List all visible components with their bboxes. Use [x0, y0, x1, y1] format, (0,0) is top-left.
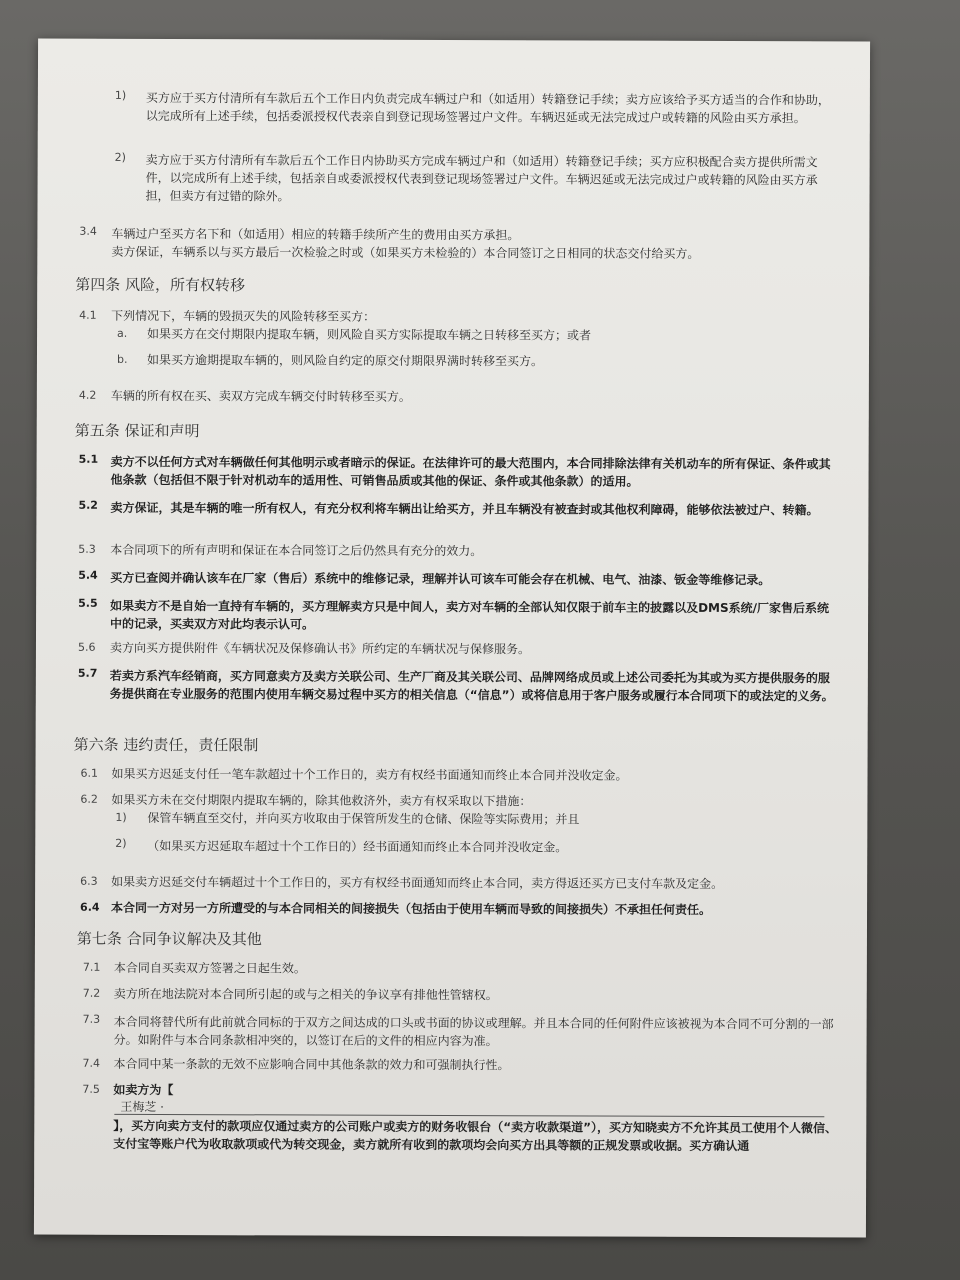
item-number: 7.2 — [82, 986, 101, 1000]
clause-5-4: 买方已查阅并确认该车在厂家（售后）系统中的维修记录，理解并认可该车可能会存在机械、电气、油漆、钣金等维修记录。 — [110, 570, 771, 588]
item-number: 7.3 — [82, 1012, 101, 1026]
clause-7-4: 本合同中某一条款的无效不应影响合同中其他条款的效力和可强制执行性。 — [113, 1056, 510, 1073]
item-number: 2) — [115, 836, 127, 850]
filled-seller-name: 王梅芝 · — [120, 1099, 165, 1114]
clause-6-3: 如果卖方迟延交付车辆超过十个工作日的，买方有权经书面通知而终止本合同，卖方得返还买方已支付车款及定金。 — [111, 874, 724, 891]
clause-4-1-b: 如果买方逾期提取车辆的，则风险自约定的原交付期限界满时转移至买方。 — [146, 352, 544, 369]
clause-6-2: 如果买方未在交付期限内提取车辆的，除其他救济外，卖方有权采取以下措施： — [111, 792, 532, 809]
item-number: 7.1 — [82, 960, 101, 974]
item-number: 5.7 — [77, 666, 98, 680]
section-heading-4: 第四条 风险，所有权转移 — [75, 275, 246, 295]
item-number: 5.2 — [78, 498, 98, 512]
clause-4-1: 下列情况下，车辆的毁损灭失的风险转移至买方： — [111, 308, 376, 324]
clause-6-4: 本合同一方对另一方所遭受的与本合同相关的间接损失（包括由于使用车辆而导致的间接损失）不承担任何责任。 — [111, 900, 712, 917]
item-number: 6.1 — [80, 766, 99, 780]
item-number: 4.1 — [79, 308, 97, 322]
item-number: 5.6 — [77, 640, 96, 654]
item-number: 7.4 — [82, 1056, 101, 1070]
clause-5-6: 卖方向买方提供附件《车辆状况及保修确认书》所约定的车辆状况与保修服务。 — [109, 640, 531, 657]
clause-4-2: 车辆的所有权在买、卖双方完成车辆交付时转移至买方。 — [110, 388, 411, 404]
clause-5-5: 如果卖方不是自始一直持有车辆的，买方理解卖方只是中间人，卖方对车辆的全部认知仅限于前车主的披露以及DMS系统/厂家售后系统中的记录，买卖双方对此均表示认可。 — [110, 598, 830, 632]
clause-7-2: 卖方所在地法院对本合同所引起的或与之相关的争议享有排他性管辖权。 — [113, 986, 498, 1003]
item-number: 5.3 — [78, 542, 96, 556]
item-number: a. — [117, 326, 128, 340]
item-number: 1) — [114, 88, 127, 102]
item-number: 6.4 — [80, 900, 100, 914]
clause-3-4-warranty: 卖方保证，车辆系以与买方最后一次检验之时或（如果买方未检验的）本合同签订之日相同的状态交付给买方。 — [111, 244, 700, 261]
item-number: 5.1 — [78, 452, 99, 466]
clause-5-7: 若卖方系汽车经销商，买方同意卖方及卖方关联公司、生产厂商及其关联公司、品牌网络成员或上述公司委托为其或为买方提供服务的服务提供商在专业服务的范围内使用车辆交易过程中买方的相关信息（“信息”）或将信息用于客户服务或履行本合同项下的或法定的义务。 — [109, 668, 834, 704]
clause-5-2: 卖方保证，其是车辆的唯一所有权人，有充分权利将车辆出让给买方，并且车辆没有被查封或其他权利障碍，能够依法被过户、转籍。 — [110, 500, 819, 518]
item-number: 3.4 — [79, 224, 97, 238]
contract-page — [34, 39, 870, 1238]
clause-3-3-2: 卖方应于买方付清所有车款后五个工作日内协助买方完成车辆过户和（如适用）转籍登记手续；买方应积极配合卖方提供所需文件，以完成所有上述手续，包括亲自或委派授权代表到登记现场签署过户文件。车辆迟延或无法完成过户或转籍的风险由买方承担，但卖方有过错的除外。 — [145, 152, 818, 204]
item-number: 5.5 — [78, 596, 98, 610]
clause-7-5-lead: 如卖方为【 — [113, 1082, 174, 1098]
item-number: 4.2 — [78, 388, 97, 402]
clause-6-2-2: （如果买方迟延取车超过十个工作日的）经书面通知而终止本合同并没收定金。 — [147, 838, 568, 855]
item-number: 6.2 — [80, 792, 98, 806]
section-heading-7: 第七条 合同争议解决及其他 — [76, 929, 262, 949]
item-number: b. — [116, 352, 128, 366]
section-heading-6: 第六条 违约责任，责任限制 — [73, 735, 259, 755]
clause-5-3: 本合同项下的所有声明和保证在本合同签订之后仍然具有充分的效力。 — [110, 542, 483, 559]
clause-5-1: 卖方不以任何方式对车辆做任何其他明示或者暗示的保证。在法律许可的最大范围内，本合同排除法律有关机动车的所有保证、条件或其他条款（包括但不限于针对机动车的适用性、可销售品质或其他的保证、条件或其他条款）的适用。 — [110, 454, 831, 489]
clause-7-5-body: 】，买方向卖方支付的款项应仅通过卖方的公司账户或卖方的财务收银台（“卖方收款渠道”），买方知晓卖方不允许其员工使用个人微信、支付宝等账户代为收取款项或代为转交现金，卖方就所有收到的款项均会向买方出具等额的正规发票或收据。买方确认通 — [113, 1118, 838, 1154]
item-number: 1) — [115, 810, 127, 824]
item-number: 6.3 — [80, 874, 98, 888]
clause-6-1: 如果买方迟延支付任一笔车款超过十个工作日的，卖方有权经书面通知而终止本合同并没收定金。 — [111, 766, 628, 783]
section-heading-5: 第五条 保证和声明 — [74, 421, 200, 441]
item-number: 2) — [114, 150, 126, 164]
item-number: 7.5 — [82, 1082, 100, 1096]
clause-3-4: 车辆过户至买方名下和（如适用）相应的转籍手续所产生的费用由买方承担。 — [111, 226, 520, 243]
item-number: 5.4 — [78, 568, 98, 582]
clause-7-1: 本合同自买卖双方签署之日起生效。 — [113, 960, 306, 976]
clause-7-3: 本合同将替代所有此前就合同标的于双方之间达成的口头或书面的协议或理解。并且本合同的任何附件应该被视为本合同不可分割的一部分。如附件与本合同条款相冲突的，以签订在后的文件的相应内容为准。 — [113, 1014, 834, 1049]
clause-6-2-1: 保管车辆直至交付，并向买方收取由于保管所发生的仓储、保险等实际费用；并且 — [147, 810, 580, 827]
clause-3-3-1: 买方应于买方付清所有车款后五个工作日内负责完成车辆过户和（如适用）转籍登记手续；卖方应该给予买方适当的合作和协助，以完成所有上述手续，包括委派授权代表亲自到登记现场签署过户文件。车辆迟延或无法完成过户或转籍的风险由买方承担。 — [145, 90, 830, 126]
clause-4-1-a: 如果买方在交付期限内提取车辆，则风险自买方实际提取车辆之日转移至买方；或者 — [147, 326, 592, 343]
